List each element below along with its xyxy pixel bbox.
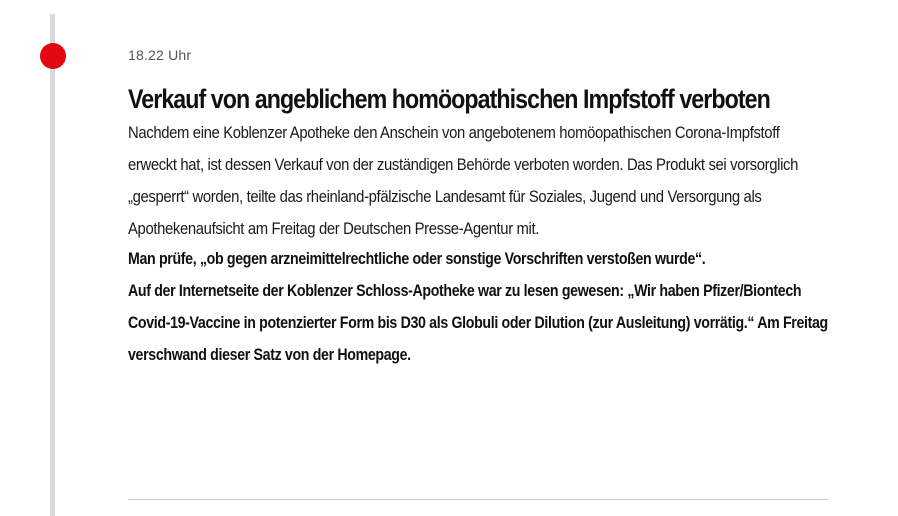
- entry-paragraph: Auf der Internetseite der Koblenzer Schloss-Apotheke war zu lesen gewesen: „Wir haben Pfizer/Biontech Covid-19-Vaccine in potenzierter Form bis D30 als Globuli oder Dilution (zur Ausleitung) vorrätig.“ Am Freitag verschwand dieser Satz von der Homepage.: [128, 282, 828, 364]
- entry-timestamp: 18.22 Uhr: [128, 47, 192, 63]
- live-ticker-entry: [128, 44, 828, 371]
- entry-paragraph: Man prüfe, „ob gegen arzneimittelrechtliche oder sonstige Vorschriften verstoßen wurde“.: [128, 250, 706, 268]
- entry-divider: [128, 499, 828, 500]
- entry-headline: Verkauf von angeblichem homöopathischen Impfstoff verboten: [128, 84, 770, 114]
- timeline-marker-dot: [40, 43, 66, 69]
- timeline-line: [50, 14, 55, 516]
- entry-lead-paragraph: Nachdem eine Koblenzer Apotheke den Anschein von angebotenem homöopathischen Corona-Impfstoff erweckt hat, ist dessen Verkauf von der zuständigen Behörde verboten worden. Das Produkt sei vorsorglich „gesperrt“ worden, teilte das rheinland-pfälzische Landesamt für Soziales, Jugend und Versorgung als Apothekenaufsicht am Freitag der Deutschen Presse-Agentur mit.: [128, 124, 798, 238]
